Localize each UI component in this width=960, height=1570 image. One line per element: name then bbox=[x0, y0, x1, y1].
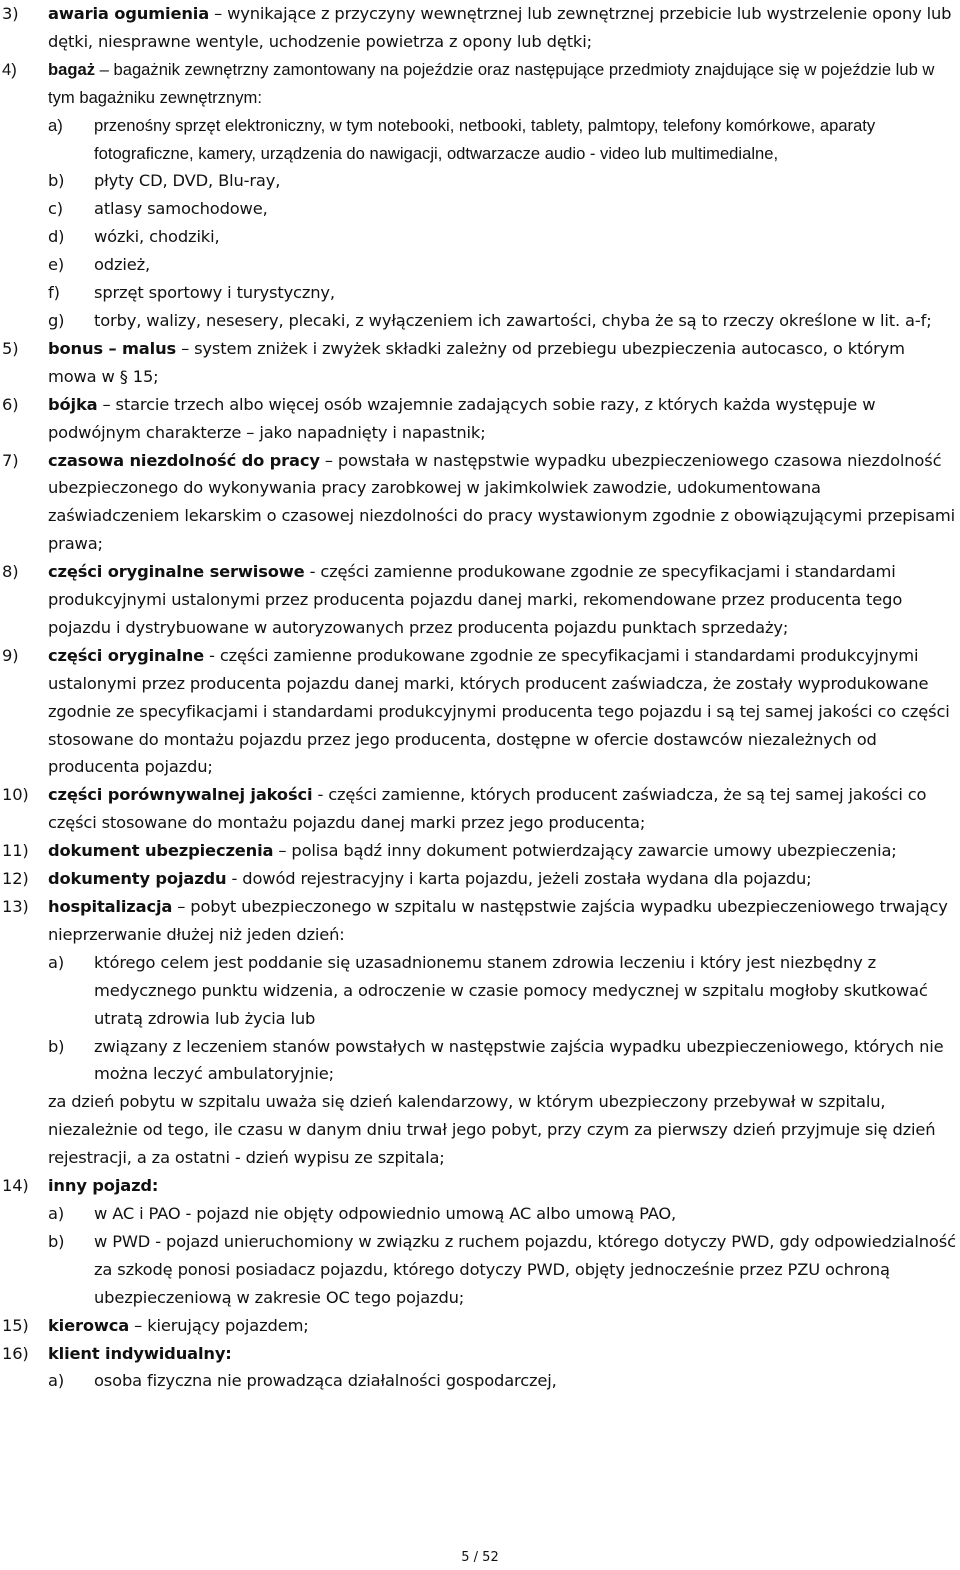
definition-item-5 bbox=[2, 335, 957, 391]
item-number: 11) bbox=[2, 841, 29, 861]
item-number: 4) bbox=[2, 59, 17, 79]
sub-item-text: sprzęt sportowy i turystyczny, bbox=[94, 283, 335, 303]
sub-item-text: którego celem jest poddanie się uzasadnionemu stanem zdrowia leczeniu i który jest niezbędny z medycznego punktu widzenia, a odroczenie w czasie pomocy medycznej w szpitalu mogłoby skutkować utratą zdrowia lub życia lub bbox=[94, 952, 928, 1028]
definition-text: – bagażnik zewnętrzny zamontowany na pojeździe oraz następujące przedmioty znajdujące się w pojeździe lub w tym bagażniku zewnętrznym: bbox=[48, 59, 935, 107]
definition-term: bagaż bbox=[48, 59, 96, 79]
item-number: 14) bbox=[2, 1176, 29, 1196]
definition-4-sublist bbox=[2, 112, 957, 168]
definition-13-note: za dzień pobytu w szpitalu uważa się dzień kalendarzowy, w którym ubezpieczony przebywał w szpitalu, niezależnie od tego, ile czasu w danym dniu trwał jego pobyt, przy czym za pierwszy dzień przyjmuje się dzień rejestracji, a za ostatni - dzień wypisu ze szpitala; bbox=[48, 1092, 936, 1168]
item-number: 3) bbox=[2, 4, 19, 23]
sub-item-text: w PWD - pojazd unieruchomiony w związku z ruchem pojazdu, którego dotyczy PWD, gdy odpowiedzialność za szkodę ponosi posiadacz pojazdu, którego dotyczy PWD, objęty jednocześnie przez PZU ochroną ubezpieczeniową w zakresie OC tego pojazdu; bbox=[94, 1231, 956, 1307]
definition-item-12 bbox=[2, 865, 957, 893]
sub-item bbox=[2, 1033, 957, 1089]
sub-item-letter: d) bbox=[48, 227, 65, 247]
sub-item-letter: f) bbox=[48, 283, 60, 303]
definition-text: - części zamienne produkowane zgodnie ze specyfikacjami i standardami produkcyjnymi ustalonymi przez producenta pojazdu danej marki, rekomendowane przez producenta tego pojazdu i dystrybuowane w autoryzowanych przez producenta pojazdu punktach sprzedaży; bbox=[48, 562, 903, 637]
definition-item-9 bbox=[2, 642, 957, 782]
definition-term: dokument ubezpieczenia bbox=[48, 841, 274, 861]
definition-term: kierowca bbox=[48, 1315, 130, 1335]
sub-item bbox=[48, 112, 957, 168]
sub-item-text: odzież, bbox=[94, 255, 151, 275]
definition-item-3 bbox=[2, 0, 957, 56]
sub-item bbox=[2, 1228, 957, 1312]
sub-item-text: związany z leczeniem stanów powstałych w następstwie zajścia wypadku ubezpieczeniowego, których nie można leczyć ambulatoryjnie; bbox=[94, 1036, 944, 1084]
definition-item-10 bbox=[2, 781, 957, 837]
definition-text: – pobyt ubezpieczonego w szpitalu w następstwie zajścia wypadku ubezpieczeniowego trwający nieprzerwanie dłużej niż jeden dzień: bbox=[48, 897, 948, 944]
definition-item-6 bbox=[2, 391, 957, 447]
definition-text: – powstała w następstwie wypadku ubezpieczeniowego czasowa niezdolność ubezpieczonego do wykonywania pracy zarobkowej w jakimkolwiek zawodzie, udokumentowana zaświadczeniem lekarskim o czasowej niezdolności do pracy wystawionym zgodnie z obowiązującymi przepisami prawa; bbox=[48, 450, 955, 554]
item-number: 8) bbox=[2, 562, 19, 582]
definition-text: - dowód rejestracyjny i karta pojazdu, jeżeli została wydana dla pojazdu; bbox=[226, 869, 812, 889]
definition-text: – kierujący pojazdem; bbox=[129, 1315, 309, 1335]
definition-item-15 bbox=[2, 1312, 957, 1340]
sub-item bbox=[48, 195, 957, 223]
definition-term: części oryginalne bbox=[48, 645, 205, 665]
item-number: 16) bbox=[2, 1343, 29, 1363]
sub-item bbox=[48, 251, 957, 279]
definition-term: czasowa niezdolność do pracy bbox=[48, 450, 320, 470]
definitions-list bbox=[2, 0, 957, 1395]
definition-4-sublist-cont bbox=[2, 167, 957, 334]
definition-item-4 bbox=[2, 56, 957, 112]
definition-term: dokumenty pojazdu bbox=[48, 869, 227, 889]
definition-item-16 bbox=[2, 1340, 957, 1396]
sub-item-text: torby, walizy, nesesery, plecaki, z wyłączeniem ich zawartości, chyba że są to rzeczy określone w lit. a-f; bbox=[94, 310, 932, 330]
sub-item bbox=[48, 223, 957, 251]
definition-term: inny pojazd: bbox=[48, 1176, 159, 1196]
definition-text: – wynikające z przyczyny wewnętrznej lub zewnętrznej przebicie lub wystrzelenie opony lub dętki, niesprawne wentyle, uchodzenie powietrza z opony lub dętki; bbox=[48, 4, 952, 51]
sub-item-text: osoba fizyczna nie prowadząca działalności gospodarczej, bbox=[94, 1371, 557, 1391]
sub-item bbox=[2, 949, 957, 1033]
sub-item-letter: a) bbox=[48, 952, 65, 972]
sub-item-text: w AC i PAO - pojazd nie objęty odpowiednio umową AC albo umową PAO, bbox=[94, 1203, 677, 1223]
definition-term: bonus – malus bbox=[48, 338, 177, 358]
item-number: 10) bbox=[2, 785, 29, 805]
sub-item-text: wózki, chodziki, bbox=[94, 227, 220, 247]
definition-text: – system zniżek i zwyżek składki zależny od przebiegu ubezpieczenia autocasco, o którym mowa w § 15; bbox=[48, 338, 905, 386]
definition-text: - części zamienne produkowane zgodnie ze specyfikacjami i standardami produkcyjnymi ustalonymi przez producenta pojazdu danej marki, których producent zaświadcza, że zostały wyprodukowane zgodnie ze specyfikacjami i standardami produkcyjnymi producenta tego pojazdu i są tej samej jakości co części stosowane do montażu pojazdu przez jego producenta, dostępne w ofercie dostawców niezależnych od producenta pojazdu; bbox=[48, 645, 950, 777]
definition-item-14 bbox=[2, 1172, 957, 1312]
definition-term: części oryginalne serwisowe bbox=[48, 562, 305, 582]
item-number: 5) bbox=[2, 338, 19, 358]
definition-text: – starcie trzech albo więcej osób wzajemnie zadających sobie razy, z których każda występuje w podwójnym charakterze – jako napadnięty i napastnik; bbox=[48, 394, 876, 442]
item-number: 13) bbox=[2, 897, 29, 916]
definition-item-11 bbox=[2, 837, 957, 865]
definition-term: awaria ogumienia bbox=[48, 4, 210, 23]
page-number: 5 / 52 bbox=[461, 1550, 499, 1565]
definition-item-13 bbox=[2, 893, 957, 1172]
definition-term: bójka bbox=[48, 394, 98, 414]
sub-item-letter: c) bbox=[48, 199, 64, 219]
item-number: 9) bbox=[2, 645, 19, 665]
sub-item bbox=[48, 167, 957, 195]
sub-item bbox=[2, 1200, 957, 1228]
item-number: 12) bbox=[2, 869, 29, 889]
definition-text: – polisa bądź inny dokument potwierdzający zawarcie umowy ubezpieczenia; bbox=[273, 841, 897, 861]
sub-item-letter: a) bbox=[48, 115, 63, 135]
item-number: 6) bbox=[2, 394, 19, 414]
sub-item-text: przenośny sprzęt elektroniczny, w tym notebooki, netbooki, tablety, palmtopy, telefony komórkowe, aparaty fotograficzne, kamery, urządzenia do nawigacji, odtwarzacze audio - video lub multimedialne, bbox=[94, 115, 876, 163]
definition-term: części porównywalnej jakości bbox=[48, 785, 313, 805]
sub-item bbox=[2, 1367, 957, 1395]
definition-item-7 bbox=[2, 447, 957, 559]
item-number: 7) bbox=[2, 450, 19, 470]
sub-item-letter: b) bbox=[48, 1036, 65, 1056]
definition-term: hospitalizacja bbox=[48, 897, 173, 916]
sub-item bbox=[48, 307, 957, 335]
sub-item-letter: e) bbox=[48, 255, 65, 275]
sub-item-letter: a) bbox=[48, 1371, 65, 1391]
sub-item-text: płyty CD, DVD, Blu-ray, bbox=[94, 171, 281, 191]
sub-item-letter: b) bbox=[48, 171, 65, 191]
definition-text: - części zamienne, których producent zaświadcza, że są tej samej jakości co części stosowane do montażu pojazdu danej marki przez jego producenta; bbox=[48, 785, 927, 833]
definition-term: klient indywidualny: bbox=[48, 1343, 232, 1363]
sub-item-text: atlasy samochodowe, bbox=[94, 199, 268, 219]
sub-item-letter: g) bbox=[48, 310, 65, 330]
sub-item bbox=[48, 279, 957, 307]
sub-item-letter: a) bbox=[48, 1203, 65, 1223]
sub-item-letter: b) bbox=[48, 1231, 65, 1251]
definition-item-8 bbox=[2, 558, 957, 642]
item-number: 15) bbox=[2, 1315, 29, 1335]
